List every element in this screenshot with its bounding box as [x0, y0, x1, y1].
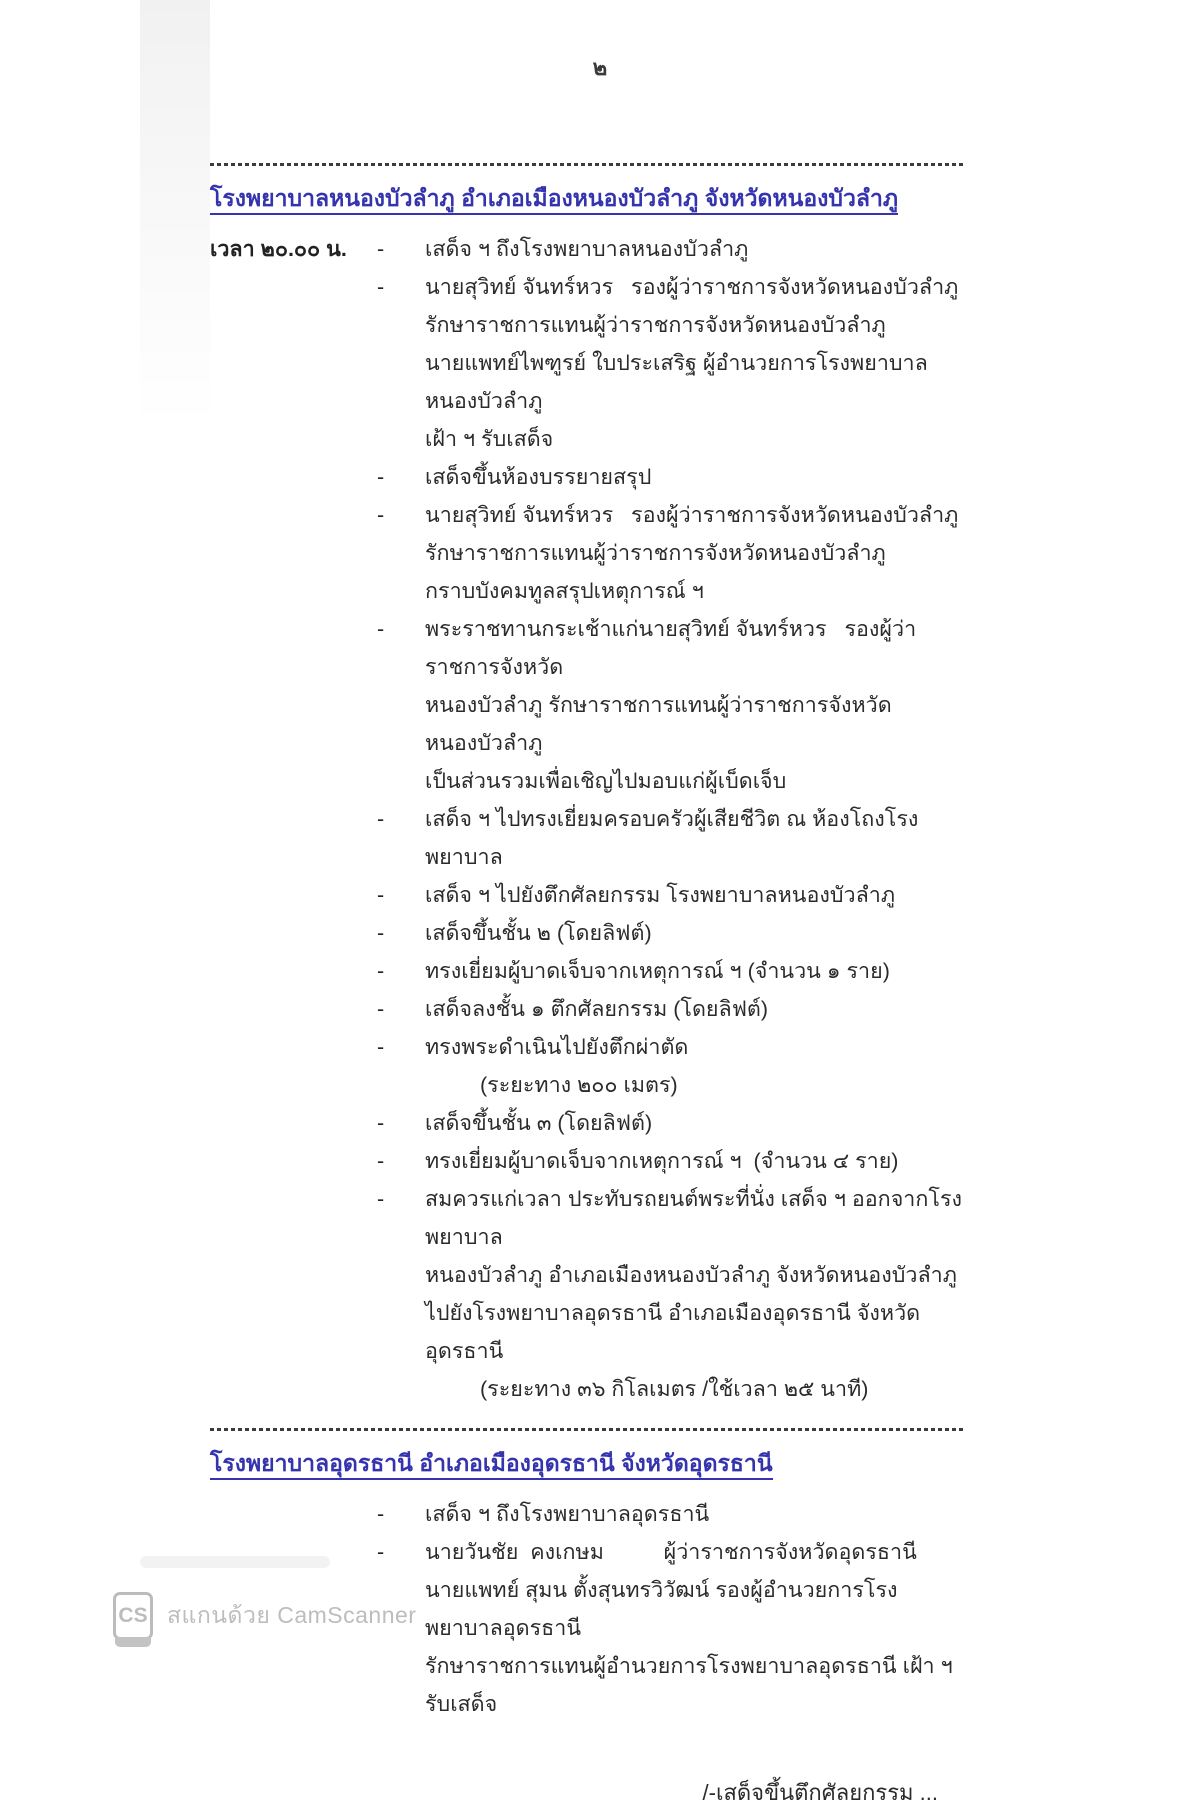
schedule-row: [210, 496, 966, 534]
schedule-row: [210, 610, 966, 686]
schedule-row: [210, 572, 966, 610]
dash-bullet: -: [377, 1187, 385, 1211]
schedule-row: [210, 1647, 966, 1723]
schedule-row: [210, 686, 966, 762]
dash-bullet: -: [377, 275, 385, 299]
schedule-text: หนองบัวลำภู รักษาราชการแทนผู้ว่าราชการจังหวัดหนองบัวลำภู: [425, 693, 892, 755]
schedule-text: ทรงเยี่ยมผู้บาดเจ็บจากเหตุการณ์ ฯ (จำนวน ๑ ราย): [425, 959, 890, 983]
schedule-rows: [210, 230, 966, 1408]
schedule-text: (ระยะทาง ๓๖ กิโลเมตร /ใช้เวลา ๒๕ นาที): [480, 1377, 869, 1401]
schedule-row: [210, 306, 966, 344]
schedule-text: นายแพทย์ไพฑูรย์ ใบประเสริฐ ผู้อำนวยการโรงพยาบาลหนองบัวลำภู: [425, 351, 928, 413]
schedule-row: [210, 1256, 966, 1294]
dash-bullet: -: [377, 1502, 385, 1526]
continuation-note: /-เสด็จขึ้นตึกศัลยกรรม ...: [702, 1780, 938, 1805]
schedule-row: [210, 762, 966, 800]
schedule-text: หนองบัวลำภู อำเภอเมืองหนองบัวลำภู จังหวัดหนองบัวลำภู: [425, 1263, 957, 1287]
schedule-sections: [210, 163, 966, 1723]
time-label: เวลา ๒๐.๐๐ น.: [210, 237, 347, 261]
schedule-row: [210, 1294, 966, 1370]
schedule-text: รักษาราชการแทนผู้อำนวยการโรงพยาบาลอุดรธานี เฝ้า ฯ รับเสด็จ: [425, 1654, 959, 1716]
schedule-text: ไปยังโรงพยาบาลอุดรธานี อำเภอเมืองอุดรธานี จังหวัดอุดรธานี: [425, 1301, 921, 1363]
schedule-row: [210, 1028, 966, 1066]
dash-bullet: -: [377, 465, 385, 489]
schedule-row: [210, 1142, 966, 1180]
schedule-text: เสด็จขึ้นชั้น ๓ (โดยลิฟต์): [425, 1111, 653, 1135]
camscanner-text: สแกนด้วย CamScanner: [167, 1602, 417, 1628]
page-number: ๒: [592, 55, 608, 80]
schedule-text: นายแพทย์ สุมน ตั้งสุนทรวิวัฒน์ รองผู้อำนวยการโรงพยาบาลอุดรธานี: [425, 1578, 898, 1640]
dash-bullet: -: [377, 1035, 385, 1059]
section-heading-text: โรงพยาบาลหนองบัวลำภู อำเภอเมืองหนองบัวลำภู จังหวัดหนองบัวลำภู: [210, 185, 898, 215]
schedule-row: [210, 952, 966, 990]
schedule-text: นายสุวิทย์ จันทร์หวร รองผู้ว่าราชการจังหวัดหนองบัวลำภู: [425, 275, 959, 299]
schedule-text: ทรงพระดำเนินไปยังตึกผ่าตัด: [425, 1035, 689, 1059]
dash-bullet: -: [377, 883, 385, 907]
schedule-row: [210, 458, 966, 496]
schedule-text: เฝ้า ฯ รับเสด็จ: [425, 427, 554, 451]
dash-bullet: -: [377, 921, 385, 945]
dash-bullet: -: [377, 503, 385, 527]
schedule-text: (ระยะทาง ๒๐๐ เมตร): [480, 1073, 678, 1097]
section-heading: [210, 1448, 966, 1482]
schedule-text: สมควรแก่เวลา ประทับรถยนต์พระที่นั่ง เสด็จ ฯ ออกจากโรงพยาบาล: [425, 1187, 962, 1249]
dash-bullet: -: [377, 959, 385, 983]
schedule-row: [210, 990, 966, 1028]
schedule-row: [210, 1495, 966, 1533]
dash-bullet: -: [377, 237, 385, 261]
schedule-row: [210, 1066, 966, 1104]
schedule-text: นายวันชัย คงเกษม ผู้ว่าราชการจังหวัดอุดรธานี: [425, 1540, 917, 1564]
schedule-text: เสด็จ ฯ ไปยังตึกศัลยกรรม โรงพยาบาลหนองบัวลำภู: [425, 883, 896, 907]
schedule-text: เสด็จลงชั้น ๑ ตึกศัลยกรรม (โดยลิฟต์): [425, 997, 769, 1021]
dashed-divider: [210, 1428, 966, 1431]
dash-bullet: -: [377, 1540, 385, 1564]
schedule-row: [210, 800, 966, 876]
schedule-text: เป็นส่วนรวมเพื่อเชิญไปมอบแก่ผู้เบ็ดเจ็บ: [425, 769, 787, 793]
section-heading: [210, 183, 966, 217]
schedule-text: เสด็จ ฯ ไปทรงเยี่ยมครอบครัวผู้เสียชีวิต ณ ห้องโถงโรงพยาบาล: [425, 807, 919, 869]
schedule-text: รักษาราชการแทนผู้ว่าราชการจังหวัดหนองบัวลำภู: [425, 313, 886, 337]
dash-bullet: -: [377, 1111, 385, 1135]
schedule-row: [210, 1533, 966, 1571]
schedule-text: เสด็จขึ้นชั้น ๒ (โดยลิฟต์): [425, 921, 652, 945]
schedule-row: [210, 1104, 966, 1142]
schedule-text: ทรงเยี่ยมผู้บาดเจ็บจากเหตุการณ์ ฯ (จำนวน ๔ ราย): [425, 1149, 899, 1173]
schedule-text: เสด็จขึ้นห้องบรรยายสรุป: [425, 465, 652, 489]
schedule-text: เสด็จ ฯ ถึงโรงพยาบาลหนองบัวลำภู: [425, 237, 749, 261]
schedule-row: [210, 420, 966, 458]
schedule-row: [210, 268, 966, 306]
schedule-text: พระราชทานกระเช้าแก่นายสุวิทย์ จันทร์หวร รองผู้ว่าราชการจังหวัด: [425, 617, 917, 679]
schedule-row: [210, 344, 966, 420]
schedule-row: [210, 534, 966, 572]
dash-bullet: -: [377, 807, 385, 831]
dash-bullet: -: [377, 617, 385, 641]
document-body: [210, 163, 966, 1810]
schedule-row: [210, 1370, 966, 1408]
schedule-row: [210, 1180, 966, 1256]
schedule-row: [210, 230, 966, 268]
camscanner-watermark: [113, 1592, 416, 1640]
dash-bullet: -: [377, 997, 385, 1021]
dash-bullet: -: [377, 1149, 385, 1173]
schedule-row: [210, 876, 966, 914]
dashed-divider: [210, 163, 966, 166]
schedule-row: [210, 914, 966, 952]
schedule-text: รักษาราชการแทนผู้ว่าราชการจังหวัดหนองบัวลำภู: [425, 541, 886, 565]
schedule-text: กราบบังคมทูลสรุปเหตุการณ์ ฯ: [425, 579, 704, 603]
section-heading-text: โรงพยาบาลอุดรธานี อำเภอเมืองอุดรธานี จังหวัดอุดรธานี: [210, 1450, 773, 1480]
schedule-text: นายสุวิทย์ จันทร์หวร รองผู้ว่าราชการจังหวัดหนองบัวลำภู: [425, 503, 959, 527]
schedule-text: เสด็จ ฯ ถึงโรงพยาบาลอุดรธานี: [425, 1502, 710, 1526]
camscanner-logo-icon: CS: [113, 1592, 153, 1640]
